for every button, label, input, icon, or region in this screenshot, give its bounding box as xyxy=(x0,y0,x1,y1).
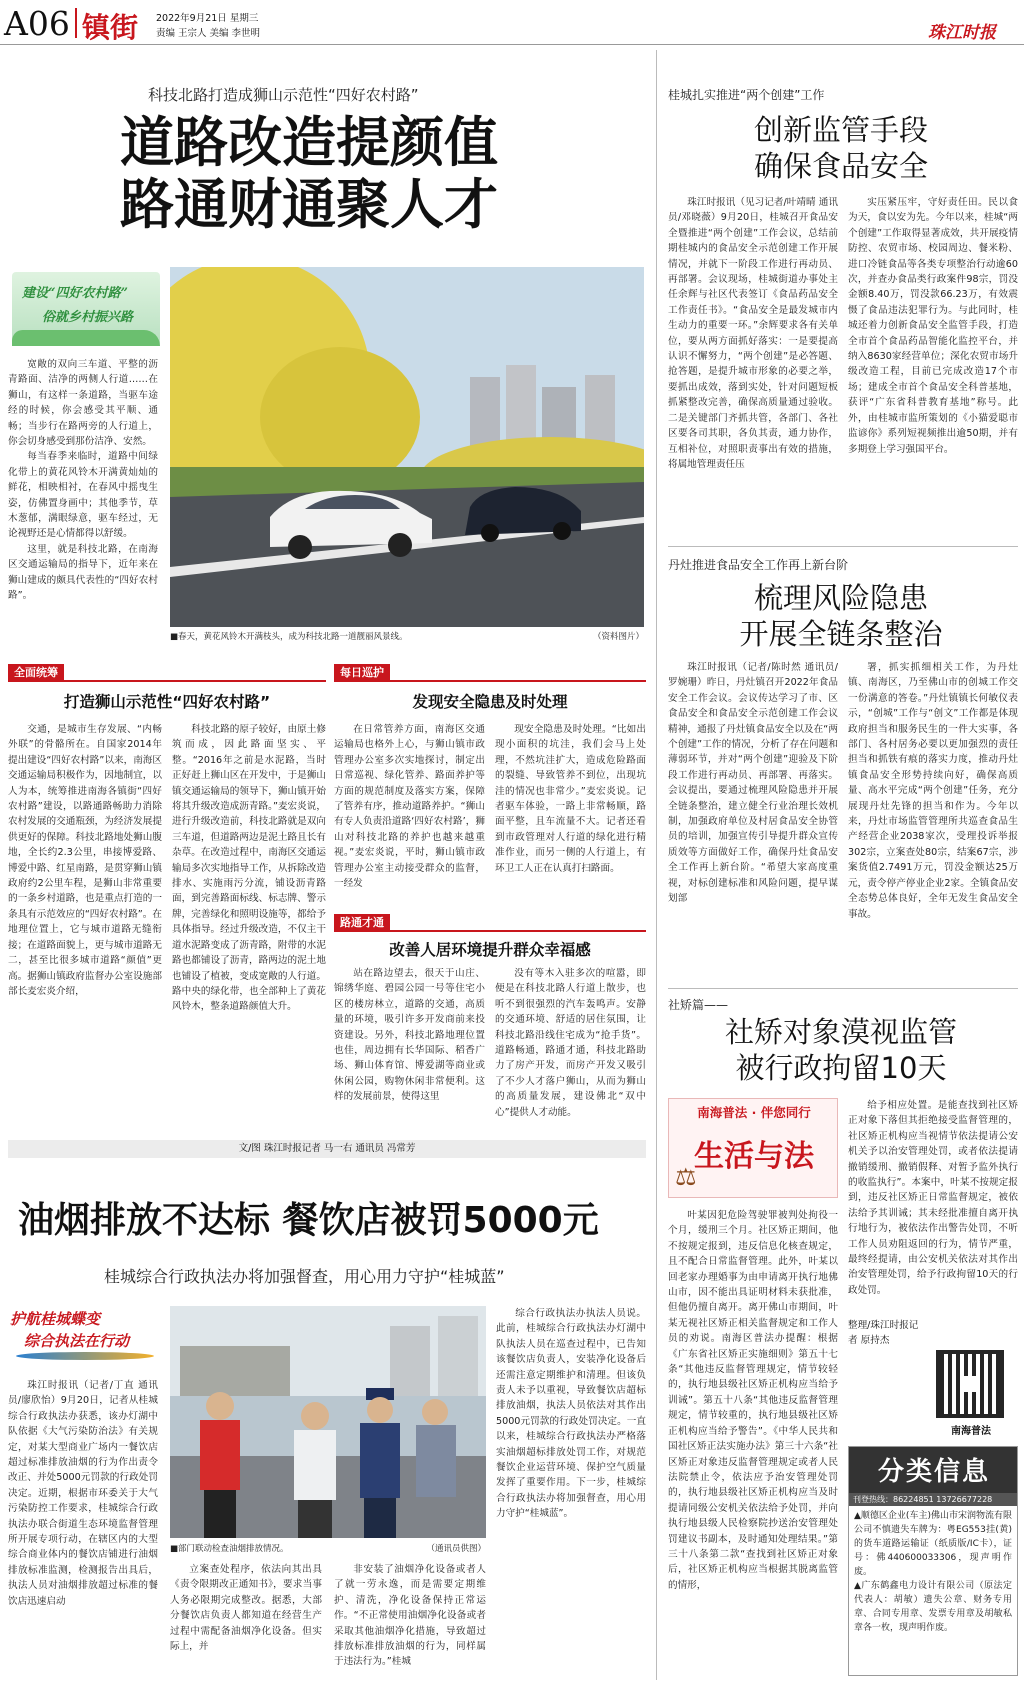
bottom-text-d xyxy=(496,1306,646,1676)
section-text-1 xyxy=(8,722,326,1142)
bottom-text-c xyxy=(334,1562,486,1676)
lead-title-line1: 道路改造提颜值 xyxy=(120,111,498,174)
lead-intro xyxy=(8,357,158,643)
lead-photo-caption xyxy=(170,630,644,642)
classifieds-title: 分类信息 xyxy=(877,1457,990,1487)
bottom-badge-line2: 综合执法在行动 xyxy=(24,1332,130,1350)
section-text-2 xyxy=(334,722,646,908)
right3-text-b-p: 给予相应处置。是能查找到社区矫正对象下落但其拒绝接受监督管理的，社区矫正机构应当视情节依法提请公安机关予以治安管理处罚，或者依法提请撤销缓刑、撤销假释、对暂予监外执行的收监执行”。本案中，叶某不按规定报到，违反社区矫正日常监督规定，被依法给予其训诫；其未经批准擅自离开执行地行为，被依法作出警告处罚，不听工作人员劝阻返回的行为，情节严重，最终经提请，由公安机关依法对其作出治安管理处罚，给予行政拘留10天的行政处罚。 xyxy=(848,1100,1018,1296)
right2-title xyxy=(668,580,1014,652)
right1-text-a: 珠江时报讯（见习记者/叶靖晴 通讯员/邓晓薇）9月20日，桂城召开食品安全暨推进“两个创建”工作会议，总结前期桂城内的食品安全示范创建工作开展情况，并就下一阶段工作进行再动员、再部署。会议现场，桂城街道办事处主任余辉与社区代表签订《食品药品安全工作责任书》。“食品安全是最发城市内生动力的重要一环。”余辉要求各有关单位，要从两方面抓好落实：一是要提高认识不懈努力，“两个创建”是必答题、抢答题，是提升城市形象的必要之举，要抓出成效，落到实处，针对问题短板抓紧整改完善，确保高质量通过验收。二是关键部门齐抓共管，各部门、各社区要各司其职，各负其责，通力协作，互相补位，对照职责事出有效的措施，将属地管理责任压 xyxy=(668,197,838,470)
section-sub-3: 改善人居环境提升群众幸福感 xyxy=(389,941,591,959)
lead-caption-credit: （资料图片） xyxy=(592,632,644,642)
lead-intro-p1: 宽敞的双向三车道、平整的沥青路面、洁净的两侧人行道……在狮山，有这样一条道路，当驱车途经的时候，你会感受其平顺、通畅；当步行在路两旁的人行道上，你会切身感受到那份洁净、安然。 xyxy=(8,359,158,448)
section-tag-1: 全面统筹 xyxy=(8,664,64,681)
issue-date: 2022年9月21日 星期三 xyxy=(156,13,259,24)
page-number: A06 xyxy=(4,4,70,43)
right1-title-line2: 确保食品安全 xyxy=(753,149,928,183)
gavel-icon: ⚖ xyxy=(675,1163,697,1191)
right1-text xyxy=(668,195,1018,525)
qr-label: 南海普法 xyxy=(951,1426,991,1437)
section-rule-2 xyxy=(334,680,646,682)
classifieds-box xyxy=(848,1446,1018,1676)
right1-text-b: 实压紧压牢，守好责任田。民以食为天，食以安为先。今年以来，桂城“两个创建”工作取得显著成效，共开展疫情防控、农贸市场、校园周边、餐米粉、进口冷链食品等各类专项整治行动逾60次，并查办食品类行政案件98宗，罚没金额8.40万，罚没款66.23万，有效震慑了食品违法犯罪行为。与此同时，桂城还着力创新食品安全监管手段，打造全市首个食品药品智能化监控平台，并纳入8630家经营单位；深化农贸市场升级改造工程，目前已完成改造17个市场；建成全市首个食品安全科普基地，获评“广东省科普教育基地”称号。此外，由桂城市监所策划的《小猫爱聪市监谚你》系列短视频推出逾50期，并有多期登上学习强国平台。 xyxy=(848,197,1018,455)
masthead-divider xyxy=(75,8,77,38)
right3-kicker: 社矫篇—— xyxy=(668,998,729,1012)
lead-title-line2: 路通财通聚人才 xyxy=(120,173,498,237)
right2-text-b: 署，抓实抓细相关工作，为丹灶镇、南海区，乃至佛山市的创城工作交一份满意的答卷。”丹灶镇镇长何敏仪表示，“创城”工作与“创文”工作都是体现政府担当和服务民生的一件大实事，各部门、各村居务必要以更加强烈的责任担当和抓铁有痕的落实力度，推动丹灶镇食品安全形势持续向好，确保高质量、高水平完成“两个创建”任务，充分展现丹灶先锋的担当和作为。今年以来，丹灶市场监管管理所共巡查食品生产经营企业2038家次，受理投诉举报302宗，立案查处80宗，结案67宗，涉案货值2.7491万元，罚没金额达25万元，责令停产停业企业2家。全镇食品安全态势总体良好，全年无发生食品安全事故。 xyxy=(848,662,1018,920)
right2-rule xyxy=(668,988,1018,989)
lead-photo xyxy=(170,267,644,627)
column-divider xyxy=(656,50,657,1680)
section-text-2a: 在日常管养方面，南海区交通运输局也格外上心，与狮山镇市政管理办公室多次实地探讨，制定出日常巡视、绿化管养、路面养护等方面的规范制度及落实方案，保障了管养有序，推动道路养护。“狮山有专人负责沿道路‘四好农村路’，狮山对科技北路的养护也越来越重视。”麦宏炎说，平时，狮山镇市政管理办公室主动接受群众的监督，一经发 xyxy=(334,724,485,890)
bottom-caption-credit: （通讯员供图） xyxy=(426,1544,486,1554)
right2-kicker: 丹灶推进食品安全工作再上新台阶 xyxy=(668,558,849,572)
bottom-photo xyxy=(170,1306,486,1538)
bottom-badge xyxy=(8,1306,158,1370)
bottom-text-a xyxy=(8,1378,158,1674)
lead-kicker: 科技北路打造成狮山示范性“四好农村路” xyxy=(148,86,419,104)
right3-title xyxy=(668,1014,1014,1086)
lead-byline-text: 文/图 珠江时报记者 马一右 通讯员 冯常芳 xyxy=(238,1143,416,1154)
section-tag-2: 每日巡护 xyxy=(334,664,390,681)
right1-title-line1: 创新监管手段 xyxy=(753,113,928,147)
bottom-badge-line1: 护航桂城蝶变 xyxy=(10,1310,101,1328)
classifieds-phone: 刊登热线：86224851 13726677228 xyxy=(849,1493,1017,1506)
right3-byline: 整理/珠江时报记者 原持杰 xyxy=(848,1320,919,1346)
road-trees-illustration xyxy=(170,267,644,627)
right2-title-line2: 开展全链条整治 xyxy=(739,617,943,651)
bottom-text-b xyxy=(170,1562,322,1676)
lead-badge-hills xyxy=(12,330,160,346)
right2-text-a: 珠江时报讯（记者/陈时然 通讯员/罗婉珊）昨日，丹灶镇召开2022年食品安全工作会议。会议传达学习了市、区食品安全和食品安全示范创建工作会议精神，通报了丹灶镇食品安全以及在“两个创建”工作的情况，分析了存在问题和薄弱环节，并对“两个创建”迎验及下阶段工作进行再动员、再部署、再落实。会议提出，要通过梳理风险隐患并开展全链条整治，建立健全行业治理长效机制，加强政府单位及村居食品安全协管员的培训，加强宣传引导提升群众宣传质效等方面做好工作，确保丹灶食品安全工作再上新台阶。“希望大家高度重视，对标创建标准和风险问题，提早谋划部 xyxy=(668,662,838,905)
inspection-illustration xyxy=(170,1306,486,1538)
section-text-1a: 交通，是城市生存发展、“内畅外联”的骨骼所在。自国家2014年提出建设“四好农村路”以来，南海区交通运输局积极作为，因地制宜，以人为本，统筹推进南海各镇街“四好农村路”建设，以路通路畅助力消除农村发展的交通瓶颈，为经济发展提供更好的保障。科技北路地处狮山腹地，全长约2.3公里，串接博爱路、博爱中路、红星南路，是贯穿狮山镇政府约2公里车程，是狮山非常重要的一条乡村道路，也是重点打造的一条具有示范效应的“四好农村路”。在地理位置上，它与城市道路无缝衔接；在道路面貌上，更与城市道路无二，甚至比很多城市道路“颜值”更高。据狮山镇政府监督办公室设施部部长麦宏炎介绍， xyxy=(8,724,162,997)
masthead xyxy=(0,0,1024,46)
lead-title xyxy=(120,112,498,236)
section-sub-1: 打造狮山示范性“四好农村路” xyxy=(63,693,271,711)
right3-text-a-p: 叶某因犯危险驾驶罪被判处拘役一个月，缓刑三个月。社区矫正期间，他不按规定报到，违反信息化核查规定，且不配合日常监督管理。此外，叶某以回老家办理婚事为由申请离开执行地佛山市，因不能出具证明材料未获批准，但他仍擅自离开。离开佛山市期间，叶某无视社区矫正相关监督规定和工作人员的劝说。南海区普法办提醒：根据《广东省社区矫正实施细则》第五十七条“其他违反监督管理规定，情节较轻的，执行地县级社区矫正机构应当给予训诫”。第五十八条“其他违反监督管理规定，情节较重的，执行地县级社区矫正机构应当给予警告”。《中华人民共和国社区矫正法实施办法》第三十六条“社区矫正对象违反监督管理规定或者人民法院禁止令，依法应予治安管理处罚的，执行地县级社区矫正机构应当及时提请同级公安机关依法给予处罚，并向执行地县级人民检察院抄送治安管理处罚建议书副本，及时通知处理结果。”第三十八条第二款“查找到社区矫正对象后，社区矫正机构应当根据其脱离监管的情形， xyxy=(668,1210,838,1591)
classified-item-2: ▲广东鹤鑫电力设计有限公司（原法定代表人：胡敏）遗失公章、财务专用章、合同专用章、发票专用章及胡敏私章各一枚，现声明作废。 xyxy=(854,1581,1012,1633)
right3-badge xyxy=(668,1098,838,1198)
lead-intro-p3: 这里，就是科技北路，在南海区交通运输局的指导下，近年来在狮山建成的颇具代表性的“四好农村路”。 xyxy=(8,543,158,602)
section-text-2b: 现安全隐患及时处理。“比如出现小面积的坑洼，我们会马上处理，不然坑洼扩大，造成危险路面的裂缝、导致管养不到位，出现坑洼的情况也非常少。”麦宏炎说。记者驱车体验，一路上非常畅顺，路面平整，且车流量不大。记者还看到市政管理对人行道的绿化进行精准作业，而另一侧的人行道上，有环卫工人正在认真打扫路面。 xyxy=(495,724,646,874)
paper-logo: 珠江时报 xyxy=(928,23,996,43)
bottom-photo-caption xyxy=(170,1542,486,1554)
right1-kicker: 桂城扎实推进“两个创建”工作 xyxy=(668,88,825,102)
lead-byline xyxy=(8,1140,646,1158)
bottom-text-b-p: 立案查处程序，依法向其出具《责令限期改正通知书》，要求当事人务必限期完成整改。据悉，大部分餐饮店负责人都知道在经营生产过程中需配备油烟净化设备。但实际上，并 xyxy=(170,1564,322,1653)
right1-title xyxy=(668,112,1014,184)
classified-item-1: ▲顺德区企业(车主)佛山市宋润物流有限公司不慎遗失车牌为：粤EG553挂(黄)的货车道路运输证（纸质版/IC卡），证号：佛440600033306，现声明作废。 xyxy=(854,1511,1012,1577)
bottom-text-c-p: 非安装了油烟净化设备或者人了就一劳永逸，而是需要定期维护、清洗，净化设备保持正常运作。“不正常使用油烟净化设备或者采取其他油烟净化措施，导致超过排放标准排放油烟的行为，同样属于违法行为。”桂城 xyxy=(334,1564,486,1668)
section-rule-3 xyxy=(334,930,646,932)
lead-intro-p2: 每当春季来临时，道路中间绿化带上的黄花风铃木开满黄灿灿的鲜花，相映相衬，在春风中摇曳生姿，仿佛置身画中；其他季节，草木葱郁，满眼绿意，驱车经过，无论视野还是心情都得以舒缓。 xyxy=(8,451,158,540)
right2-text xyxy=(668,660,1018,974)
bottom-text-a-p: 珠江时报讯（记者/丁直 通讯员/廖欣怡）9月20日，记者从桂城综合行政执法办获悉，该办灯湖中队依据《大气污染防治法》有关规定，对某大型商业广场内一餐饮店超过标准排放油烟的行为作出责令改正、并处5000元罚款的行政处罚决定。近期，根据市环委关于大气污染防控工作要求，桂城综合行政执法办联合街道生态环境监督管理所开展专项行动，在辖区内的大型综合商业体内的餐饮店铺进行油烟排放标准监测，检测报告出具后，执法人员对油烟排放超过标准的餐饮店迅速启动 xyxy=(8,1380,158,1607)
bottom-caption-text: ■部门联动检查油烟排放情况。 xyxy=(170,1544,289,1554)
right3-text-a xyxy=(668,1208,838,1676)
right3-badge-main: 生活与法 xyxy=(694,1139,814,1174)
right2-title-line1: 梳理风险隐患 xyxy=(753,581,928,615)
right3-badge-top: 南海普法 · 伴您同行 xyxy=(697,1105,811,1120)
right3-title-line2: 被行政拘留10天 xyxy=(735,1051,947,1085)
bottom-badge-swoosh xyxy=(16,1352,154,1360)
section-text-1b: 科技北路的原子较好，由原土修筑而成，因此路面坚实、平整。“2016年之前是水泥路，当时正好赶上狮山区在开发中，于是狮山镇交通运输局的领导下，狮山镇开始将其升级改造成沥青路。”麦宏炎说，进行升级改造前，科技北路就是双向三车道，但道路两边是泥土路且长有杂草。在改造过程中，南海区交通运输局多次实地指导工作，从拆除改造排水、实施雨污分流，铺设沥青路面，到完善路面标线、标志牌、警示牌，完善绿化和照明设施等，都给予具体指导。经过升级改造，不仅主干道水泥路变成了沥青路，附带的水泥路也都铺设了沥青，路两边的泥土地也铺设了植被，变成宽敞的人行道。路中央的绿化带，也全部种上了黄花风铃木，整条道路颜值大升。 xyxy=(172,724,326,1013)
lead-caption-text: ■春天，黄花风铃木开满枝头，成为科技北路一道靓丽风景线。 xyxy=(170,632,408,642)
lead-badge-line1: 建设“四好农村路” xyxy=(22,286,128,301)
section-sub-2: 发现安全隐患及时处理 xyxy=(412,693,568,711)
bottom-text-d-p: 综合行政执法办执法人员说。此前，桂城综合行政执法办灯湖中队执法人员在巡查过程中，已告知该餐饮店负责人，安装净化设备后还需注意定期维护和清理。但该负责人未予以重视，导致餐饮店超标排放油烟，执法人员依法对其作出5000元罚款的行政处罚决定。一直以来，桂城综合行政执法办严格落实油烟超标排放处罚工作，对规范餐饮企业运营环境、保护空气质量发挥了重要作用。下一步，桂城综合行政执法办将加强督查，用心用力守护“桂城蓝”。 xyxy=(496,1308,646,1520)
section-text-3b: 没有等木入驻多次的喧嚣，即便是在科技北路人行道上散步，也听不到很强烈的汽车轰鸣声。安静的交通环境、舒适的居住氛围，让科技北路沿线住宅成为“抢手货”。道路畅通，路通才通，科技北路助力了房产开发，而房产开发又吸引了不少人才落户狮山，从而为狮山的高质量发展，建设佛北“双中心”提供人才动能。 xyxy=(495,968,646,1118)
classifieds-header xyxy=(849,1447,1017,1493)
editors: 责编 王宗人 美编 李世明 xyxy=(156,28,261,39)
right3-title-line1: 社矫对象漠视监管 xyxy=(724,1015,957,1049)
lead-badge xyxy=(12,272,160,346)
section-text-3 xyxy=(334,966,646,1140)
classifieds-items xyxy=(849,1506,1017,1638)
bottom-subtitle: 桂城综合行政执法办将加强督查，用心用力守护“桂城蓝” xyxy=(104,1267,505,1286)
right3-text-b xyxy=(848,1098,1018,1312)
masthead-rule xyxy=(0,44,1024,45)
qr-code xyxy=(936,1350,1004,1418)
section-tag-3: 路通才通 xyxy=(334,914,390,931)
lead-badge-line2: 俗就乡村振兴路 xyxy=(42,310,134,325)
bottom-title: 油烟排放不达标 餐饮店被罚5000元 xyxy=(18,1200,599,1241)
right1-rule xyxy=(668,546,1018,547)
section-text-3a: 站在路边望去，很天于山庄、锦绣华庭、碧园公园一号等住宅小区的楼房林立，道路的交通，高质量的环境，吸引许多开发商前来投资建设。另外，科技北路地理位置也佳，周边拥有长华国际、稻香广场、狮山体育馆、博爱湖等商业或休闲公园，购物休闲非常便利。这样的发展前景，使得这里 xyxy=(334,968,485,1103)
section-rule-1 xyxy=(8,680,326,682)
section-name: 镇街 xyxy=(82,11,139,44)
